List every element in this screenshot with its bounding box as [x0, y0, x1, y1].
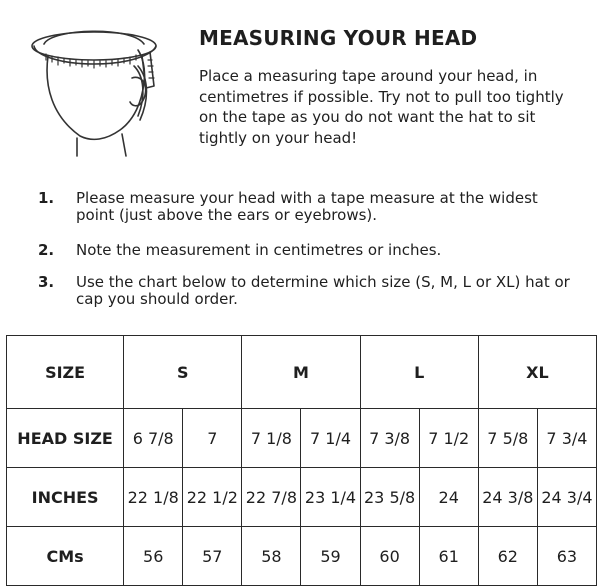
table-cell: 63 — [537, 527, 596, 586]
step-number: 2. — [38, 241, 55, 259]
size-xl: XL — [478, 336, 596, 409]
table-row — [7, 468, 597, 527]
size-l: L — [360, 336, 478, 409]
row-label-head-size: HEAD SIZE — [7, 409, 124, 468]
step-text: Use the chart below to determine which size (S, M, L or XL) hat or cap you should order. — [76, 273, 570, 308]
table-row — [7, 527, 597, 586]
row-label-inches: INCHES — [7, 468, 124, 527]
table-cell: 61 — [419, 527, 478, 586]
table-cell: 60 — [360, 527, 419, 586]
head-measuring-illustration — [22, 16, 172, 166]
table-cell: 24 3/4 — [537, 468, 596, 527]
page-title: MEASURING YOUR HEAD — [199, 26, 478, 50]
step-number: 1. — [38, 189, 55, 207]
row-label-size: SIZE — [7, 336, 124, 409]
table-cell: 7 3/4 — [537, 409, 596, 468]
size-m: M — [242, 336, 360, 409]
table-cell: 56 — [124, 527, 183, 586]
table-cell: 7 3/8 — [360, 409, 419, 468]
size-s: S — [124, 336, 242, 409]
row-label-cms: CMs — [7, 527, 124, 586]
step-text: Note the measurement in centimetres or inches. — [76, 241, 442, 259]
size-chart-table — [6, 335, 597, 586]
step-text: Please measure your head with a tape measure at the widest point (just above the ears or eyebrows). — [76, 189, 538, 224]
table-cell: 23 1/4 — [301, 468, 360, 527]
table-cell: 7 — [183, 409, 242, 468]
table-row — [7, 336, 597, 409]
list-item — [38, 274, 578, 308]
table-cell: 22 1/8 — [124, 468, 183, 527]
table-cell: 7 5/8 — [478, 409, 537, 468]
table-cell: 57 — [183, 527, 242, 586]
table-cell: 59 — [301, 527, 360, 586]
table-cell: 7 1/8 — [242, 409, 301, 468]
list-item — [38, 242, 441, 259]
table-row — [7, 409, 597, 468]
table-cell: 22 7/8 — [242, 468, 301, 527]
table-cell: 24 3/8 — [478, 468, 537, 527]
table-cell: 7 1/2 — [419, 409, 478, 468]
table-cell: 22 1/2 — [183, 468, 242, 527]
table-cell: 6 7/8 — [124, 409, 183, 468]
list-item — [38, 190, 578, 224]
table-cell: 58 — [242, 527, 301, 586]
table-cell: 7 1/4 — [301, 409, 360, 468]
table-cell: 62 — [478, 527, 537, 586]
intro-paragraph: Place a measuring tape around your head, in centimetres if possible. Try not to pull too tightly on the tape as you do not want the hat to sit tightly on your head! — [199, 67, 564, 147]
table-cell: 24 — [419, 468, 478, 527]
table-cell: 23 5/8 — [360, 468, 419, 527]
step-number: 3. — [38, 273, 55, 291]
